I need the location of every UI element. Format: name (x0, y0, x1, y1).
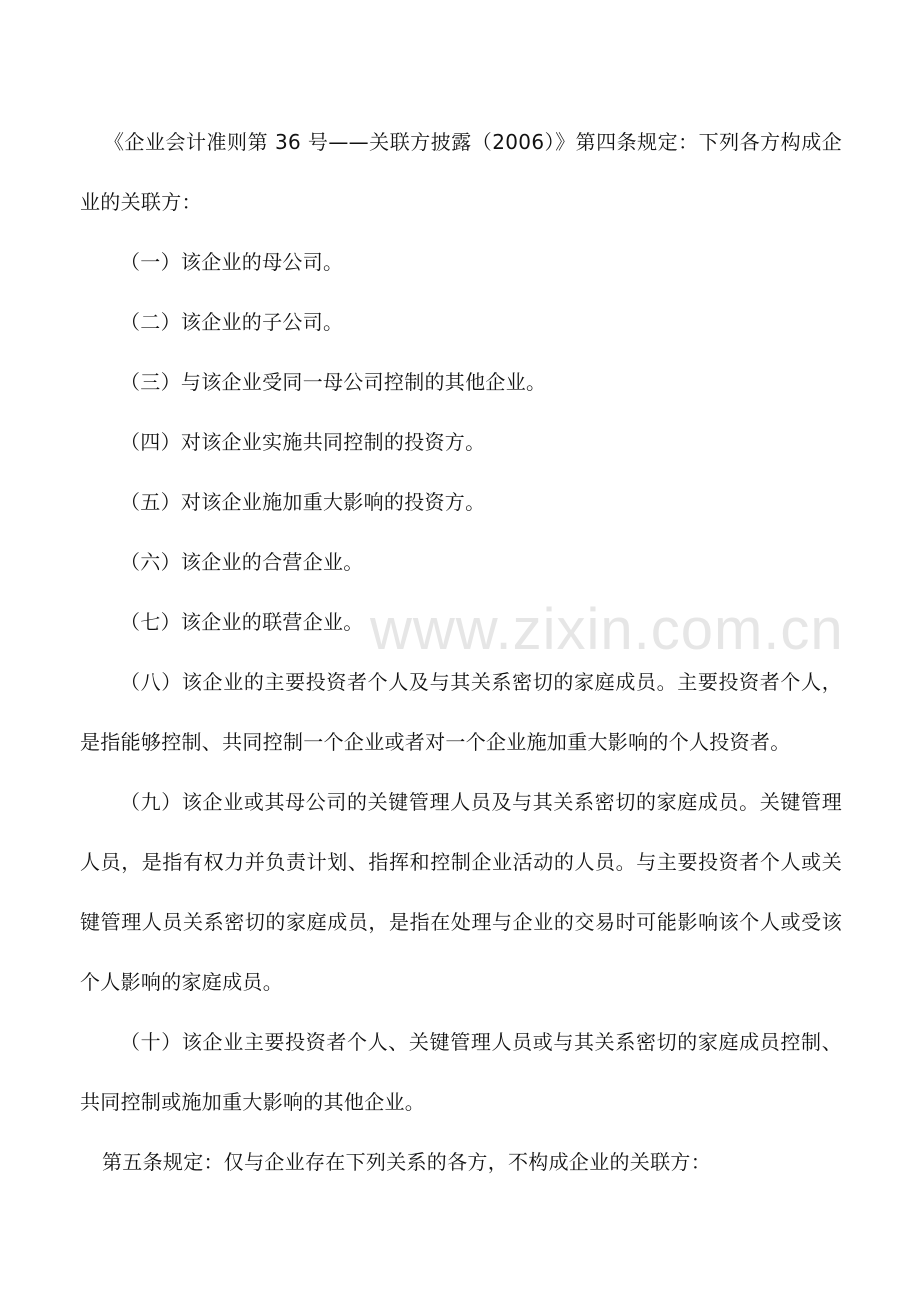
watermark: www.zixin.com.cn (370, 597, 844, 662)
paragraph-item-5: （五）对该企业施加重大影响的投资方。 (120, 490, 486, 514)
paragraph-item-7: （七）该企业的联营企业。 (120, 610, 364, 634)
paragraph-item-3: （三）与该企业受同一母公司控制的其他企业。 (120, 370, 547, 394)
paragraph-intro: 《企业会计准则第 36 号——关联方披露（2006）》第四条规定：下列各方构成企业的关联方： (80, 130, 842, 214)
paragraph-article-5: 第五条规定：仅与企业存在下列关系的各方，不构成企业的关联方： (102, 1150, 711, 1174)
paragraph-item-6: （六）该企业的合营企业。 (120, 550, 364, 574)
document-body (80, 112, 842, 1192)
paragraph-item-9: （九）该企业或其母公司的关键管理人员及与其关系密切的家庭成员。关键管理人员，是指有权力并负责计划、指挥和控制企业活动的人员。与主要投资者个人或关键管理人员关系密切的家庭成员，是指在处理与企业的交易时可能影响该个人或受该个人影响的家庭成员。 (80, 790, 842, 994)
paragraph-item-2: （二）该企业的子公司。 (120, 310, 344, 334)
paragraph-item-1: （一）该企业的母公司。 (120, 250, 344, 274)
paragraph-item-10: （十）该企业主要投资者个人、关键管理人员或与其关系密切的家庭成员控制、共同控制或施加重大影响的其他企业。 (80, 1030, 842, 1114)
paragraph-item-4: （四）对该企业实施共同控制的投资方。 (120, 430, 486, 454)
paragraph-item-8: （八）该企业的主要投资者个人及与其关系密切的家庭成员。主要投资者个人，是指能够控制、共同控制一个企业或者对一个企业施加重大影响的个人投资者。 (80, 670, 842, 754)
